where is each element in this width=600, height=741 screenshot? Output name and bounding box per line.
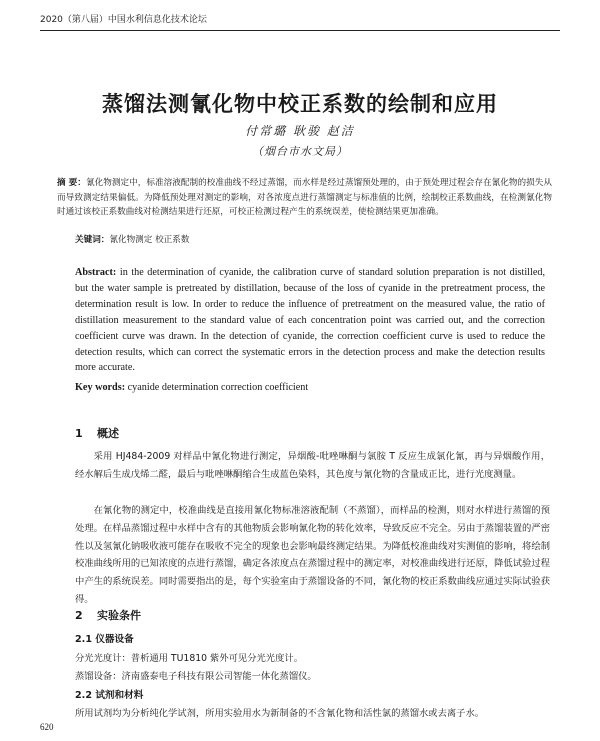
authors: 付常璐 耿骏 赵洁	[245, 124, 355, 138]
abstract-en-label: Abstract:	[75, 267, 117, 278]
section-1-title: 概述	[97, 427, 119, 440]
keywords-en-label: Key words:	[75, 382, 126, 393]
running-header: 2020（第八届）中国水利信息化技术论坛	[40, 15, 207, 25]
keywords-cn-text: 氰化物测定 校正系数	[109, 235, 190, 245]
section-2-title: 实验条件	[97, 609, 141, 622]
subsection-2-1-heading: 2.1 仪器设备	[75, 634, 134, 645]
page-number: 620	[40, 722, 54, 732]
section-1-paragraph-1: 采用 HJ484-2009 对样品中氰化物进行测定，异烟酸-吡唑啉酮与氯胺 T 反应生成氯化氰，再与异烟酸作用，经水解后生成戊烯二醛，最后与吡唑啉酮缩合生成蓝色染料，其色度与氰化物的含量成正比，进行光度测量。	[75, 451, 550, 480]
abstract-cn-label: 摘 要：	[57, 178, 86, 188]
instrument-spectrophotometer: 分光光度计：普析通用 TU1810 紫外可见分光光度计。	[75, 653, 303, 664]
paper-title: 蒸馏法测氰化物中校正系数的绘制和应用	[102, 92, 498, 116]
keywords-cn	[75, 233, 552, 245]
subsection-2-2-heading: 2.2 试剂和材料	[75, 690, 144, 701]
abstract-cn-text: 氰化物测定中，标准溶液配制的校准曲线不经过蒸馏，而水样是经过蒸馏预处理的，由于预处理过程会存在氰化物的损失从而导致测定结果偏低。为降低预处理对测定的影响，对各浓度点进行蒸馏测定与标准值的比例，绘制校正系数曲线，在检测氰化物时通过该校正系数曲线对检测结果进行还原，可校正检测过程产生的系统误差，使检测结果更加准确。	[57, 178, 552, 218]
affiliation: （烟台市水文局）	[252, 145, 348, 158]
section-2-heading	[75, 607, 141, 623]
section-1-number: 1	[75, 427, 83, 440]
section-1-heading	[75, 425, 119, 441]
header-rule	[40, 30, 560, 31]
reagents-text: 所用试剂均为分析纯化学试剂，所用实验用水为新制备的不含氰化物和活性氯的蒸馏水或去离子水。	[75, 708, 485, 719]
keywords-en	[75, 382, 545, 393]
abstract-en	[75, 265, 545, 376]
abstract-cn	[57, 176, 552, 220]
section-1-paragraph-2: 在氰化物的测定中，校准曲线是直接用氰化物标准溶液配制（不蒸馏），而样品的检测，则对水样进行蒸馏的预处理。在样品蒸馏过程中水样中含有的其他物质会影响氰化物的转化效率，导致反应不完全。另由于蒸馏装置的严密性以及氢氰化钠吸收液可能存在吸收不完全的现象也会影响最终测定结果。为降低校准曲线对实测值的影响，将绘制校准曲线所用的已知浓度的点进行蒸馏，确定各浓度点在蒸馏过程中的测定率，对校准曲线进行还原，降低试验过程中产生的系统误差。同时需要指出的是，每个实验室由于蒸馏设备的不同，氰化物的校正系数曲线应通过实际试验获得。	[75, 505, 550, 605]
section-2-number: 2	[75, 609, 83, 622]
keywords-cn-label: 关键词：	[75, 235, 110, 245]
instrument-distiller: 蒸馏设备：济南盛泰电子科技有限公司智能一体化蒸馏仪。	[75, 671, 317, 682]
keywords-en-text: cyanide determination correction coefficient	[127, 382, 309, 393]
abstract-en-text: in the determination of cyanide, the calibration curve of standard solution preparation is not distilled, but the water sample is pretreated by distillation, because of the loss of cyanide in the pretreatment process, the determination result is low. In order to reduce the influence of pretreatment on the measured value, the ratio of distillation measurement to the standard value of each concentration point was carried out, and the correction coefficient curve was drawn. In the detection of cyanide, the correction coefficient curve is used to reduce the detection results, which can correct the systematic errors in the detection process and make the detection results more accurate.	[75, 267, 546, 374]
